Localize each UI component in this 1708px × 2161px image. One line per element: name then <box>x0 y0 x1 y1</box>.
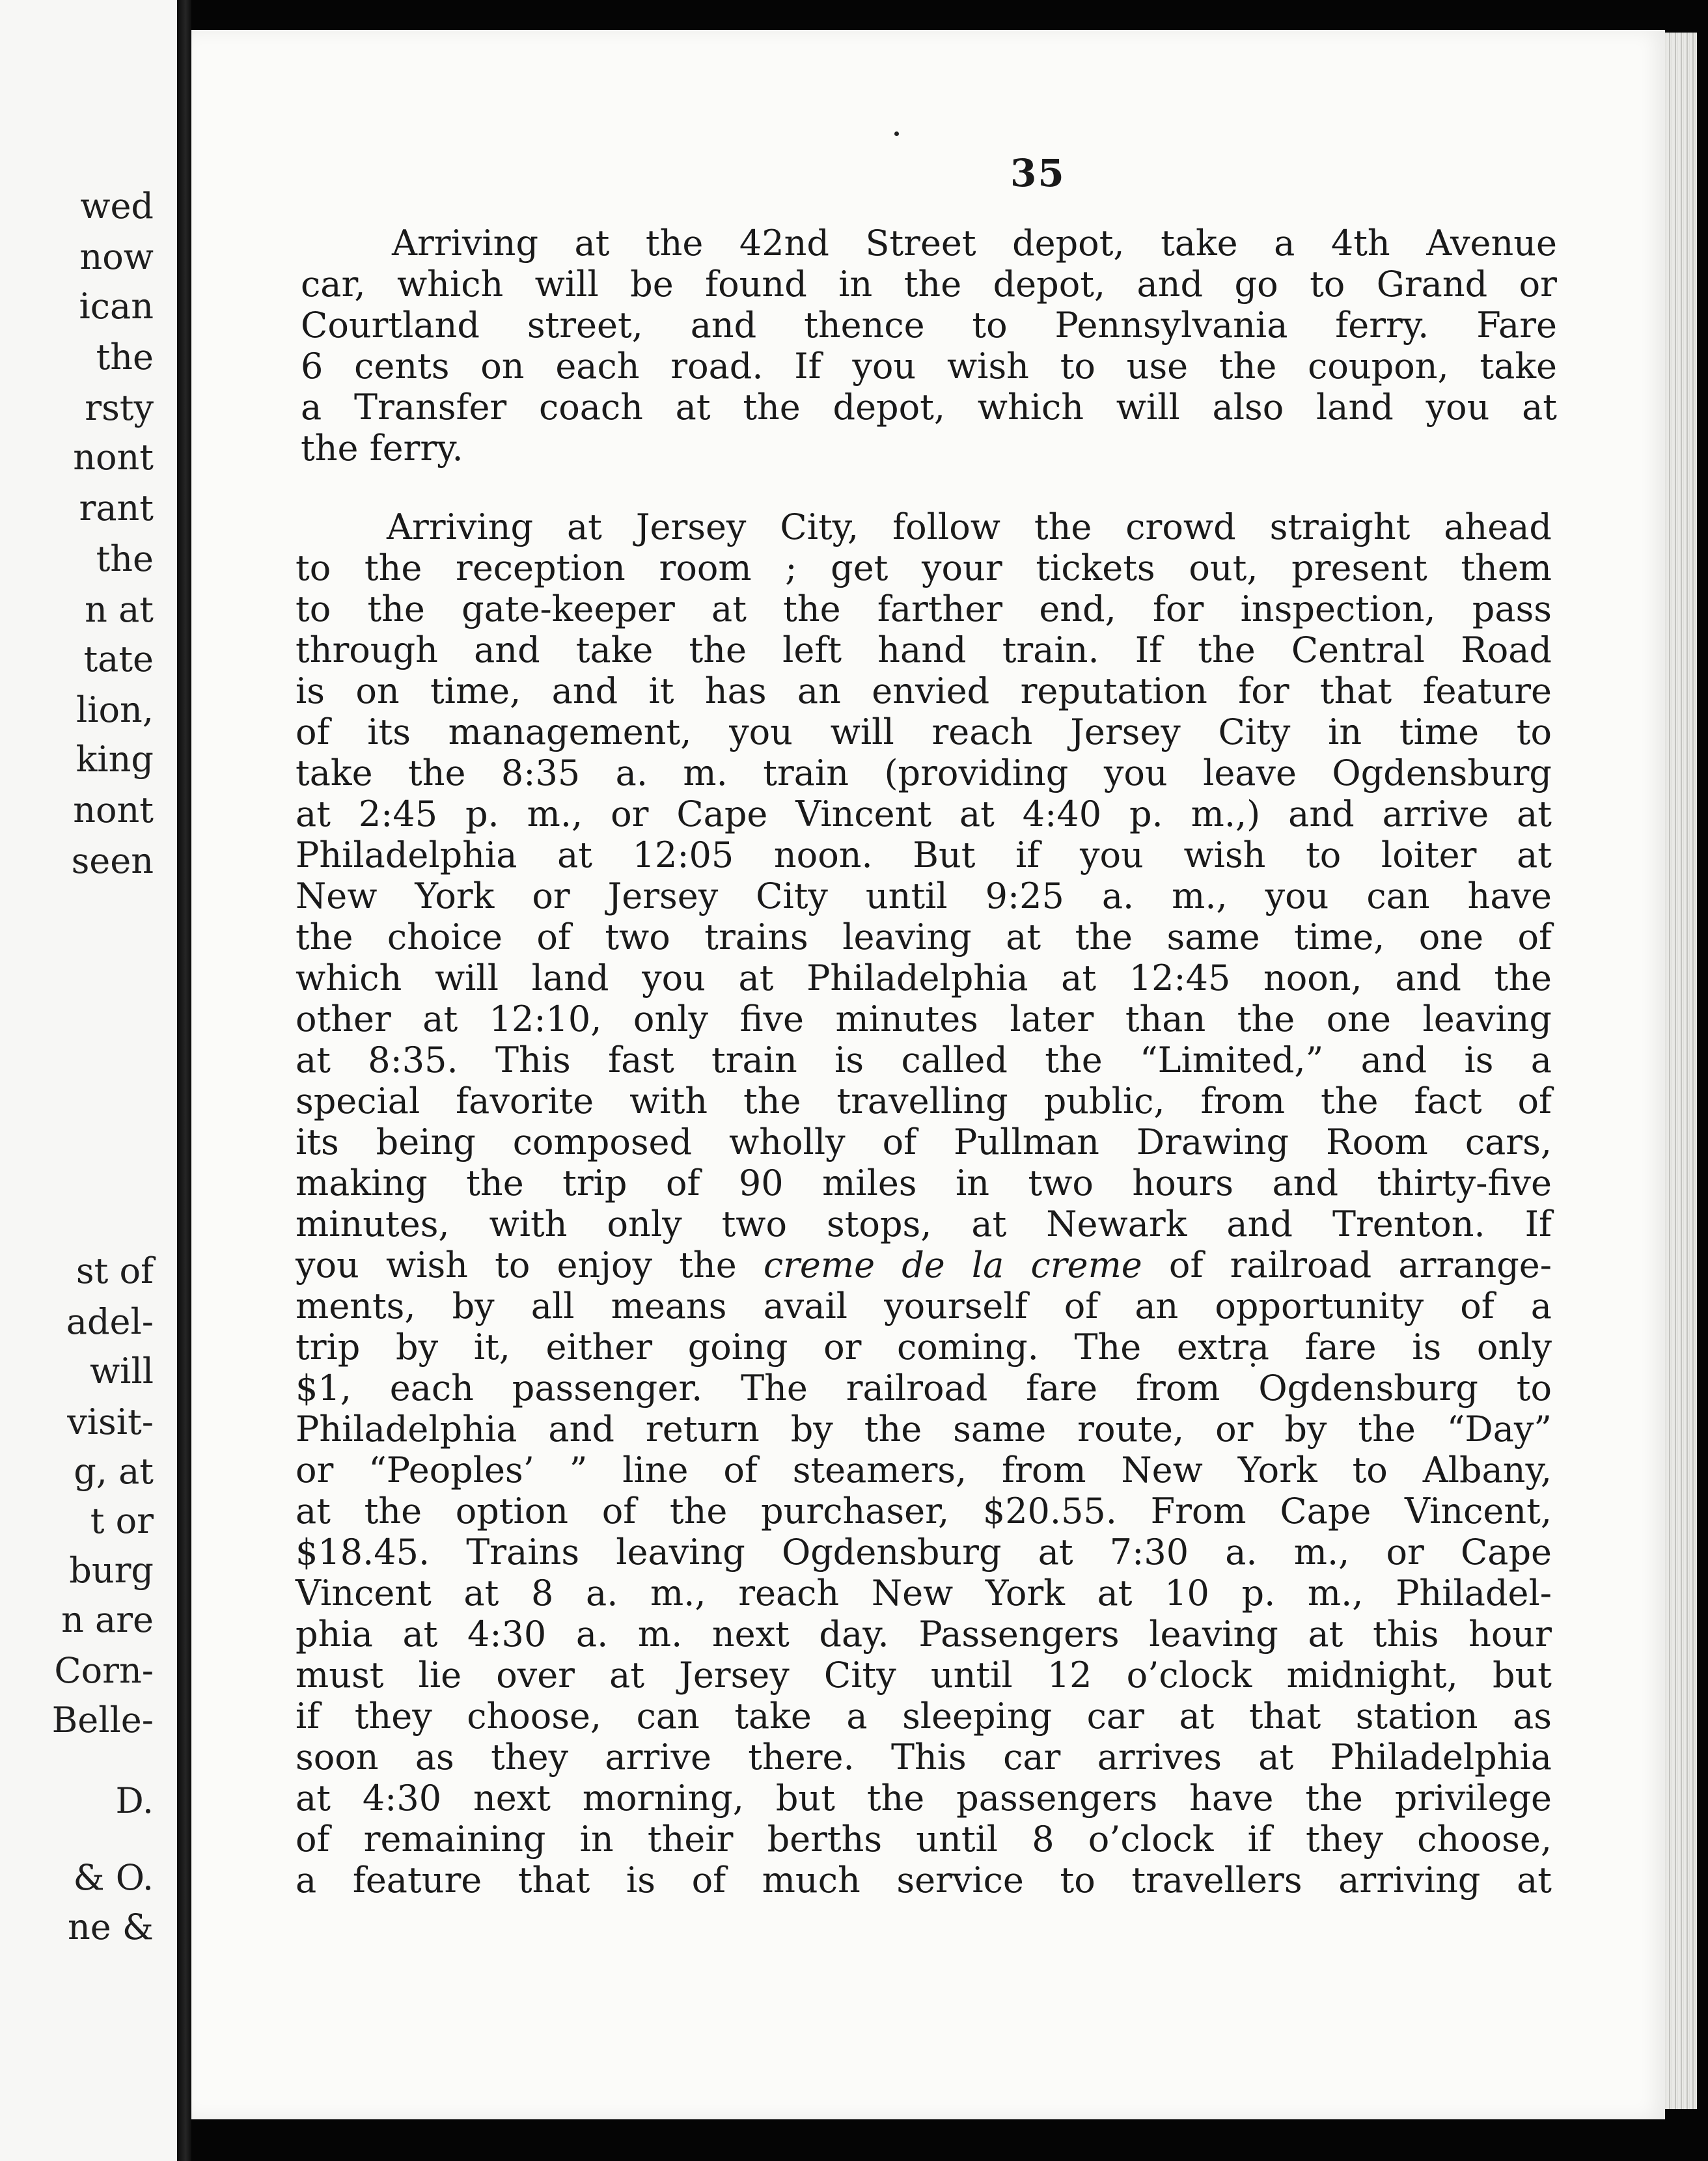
text-line: Arriving at the 42nd Street depot, take a 4th Avenue <box>392 223 1557 264</box>
text-line: ments, by all means avail yourself of an opportunity of a <box>296 1286 1552 1327</box>
left-page-line: the <box>96 337 154 378</box>
text-line: to the gate-keeper at the farther end, for inspection, pass <box>296 588 1552 629</box>
left-page-line: Belle- <box>51 1700 154 1741</box>
left-page-line: visit- <box>67 1401 154 1442</box>
left-page-line: ne & <box>68 1906 154 1948</box>
left-facing-page <box>0 0 177 2161</box>
left-page-line: g, at <box>74 1451 154 1492</box>
text-line: must lie over at Jersey City until 12 o’clock midnight, but <box>296 1655 1552 1696</box>
text-line: the choice of two trains leaving at the same time, one of <box>296 916 1552 957</box>
text-line: or “Peoples’ ” line of steamers, from New York to Albany, <box>296 1450 1552 1491</box>
text-line: take the 8:35 a. m. train (providing you leave Ogdensburg <box>296 752 1552 793</box>
left-page-line: D. <box>115 1780 154 1821</box>
text-line: $1, each passenger. The railroad fare from Ogdensburg to <box>296 1368 1552 1409</box>
text-line: making the trip of 90 miles in two hours and thirty-five <box>296 1163 1552 1204</box>
paragraph-1 <box>301 223 1557 469</box>
text-line: of remaining in their berths until 8 o’clock if they choose, <box>296 1819 1552 1860</box>
text-line: if they choose, can take a sleeping car at that station as <box>296 1696 1552 1737</box>
text-line: New York or Jersey City until 9:25 a. m., you can have <box>296 875 1552 916</box>
left-page-line: & O. <box>73 1857 154 1898</box>
text-line: $18.45. Trains leaving Ogdensburg at 7:30 a. m., or Cape <box>296 1532 1552 1573</box>
text-line: at 8:35. This fast train is called the “Limited,” and is a <box>296 1039 1552 1080</box>
text-line-italic-phrase <box>296 1245 1552 1286</box>
text-line: its being composed wholly of Pullman Drawing Room cars, <box>296 1122 1552 1163</box>
left-page-line: adel- <box>66 1301 154 1342</box>
text-line: Philadelphia at 12:05 noon. But if you wish to loiter at <box>296 834 1552 875</box>
text-line: 6 cents on each road. If you wish to use the coupon, take <box>301 346 1557 387</box>
text-line: special favorite with the travelling public, from the fact of <box>296 1080 1552 1122</box>
left-page-line: burg <box>69 1550 154 1591</box>
text-line: to the reception room ; get your tickets out, present them <box>296 547 1552 588</box>
italic-phrase: creme de la creme <box>763 1245 1142 1286</box>
left-page-line: rant <box>79 488 154 529</box>
text-line: Vincent at 8 a. m., reach New York at 10 p. m., Philadel- <box>296 1573 1552 1614</box>
text-line: which will land you at Philadelphia at 12:45 noon, and the <box>296 957 1552 998</box>
left-page-line: nont <box>73 790 154 831</box>
text-line: of its management, you will reach Jersey City in time to <box>296 711 1552 752</box>
text-line: other at 12:10, only five minutes later than the one leaving <box>296 998 1552 1039</box>
left-page-line: n at <box>85 589 154 630</box>
ink-speck <box>894 131 899 136</box>
left-page-line: t or <box>90 1500 154 1541</box>
left-page-line: the <box>96 538 154 579</box>
left-page-line: rsty <box>85 387 154 428</box>
left-page-line: lion, <box>76 689 154 730</box>
text-line: Arriving at Jersey City, follow the crowd straight ahead <box>387 506 1552 547</box>
left-page-line: n are <box>61 1599 154 1640</box>
text-line: is on time, and it has an envied reputation for that feature <box>296 670 1552 711</box>
paragraph-2 <box>296 506 1552 1901</box>
left-page-line: ican <box>79 286 154 327</box>
text-line: Courtland street, and thence to Pennsylvania ferry. Fare <box>301 305 1557 346</box>
text-line: Philadelphia and return by the same route, or by the “Day” <box>296 1409 1552 1450</box>
book-page <box>191 30 1665 2119</box>
text-line: a Transfer coach at the depot, which will also land you at <box>301 387 1557 428</box>
left-page-line: seen <box>71 840 154 881</box>
text-line: phia at 4:30 a. m. next day. Passengers leaving at this hour <box>296 1614 1552 1655</box>
text-line: a feature that is of much service to travellers arriving at <box>296 1860 1552 1901</box>
left-page-line: nont <box>73 437 154 478</box>
text-line: through and take the left hand train. If the Central Road <box>296 629 1552 670</box>
left-page-line: st of <box>76 1250 154 1291</box>
left-page-line: tate <box>83 639 154 680</box>
book-gutter <box>177 0 191 2161</box>
text-line: trip by it, either going or coming. The extra fare is only <box>296 1327 1552 1368</box>
text-line: soon as they arrive there. This car arrives at Philadelphia <box>296 1737 1552 1778</box>
text-line: at the option of the purchaser, $20.55. From Cape Vincent, <box>296 1491 1552 1532</box>
left-page-line: now <box>79 236 154 277</box>
left-page-line: will <box>89 1351 154 1392</box>
text-segment: of railroad arrange- <box>1142 1245 1552 1286</box>
left-page-line: king <box>76 739 154 780</box>
text-line: car, which will be found in the depot, and go to Grand or <box>301 264 1557 305</box>
text-line: at 2:45 p. m., or Cape Vincent at 4:40 p. m.,) and arrive at <box>296 793 1552 834</box>
text-segment: you wish to enjoy the <box>296 1245 764 1286</box>
left-page-line: wed <box>80 186 154 227</box>
page-number: 35 <box>1010 151 1066 195</box>
text-line: at 4:30 next morning, but the passengers have the privilege <box>296 1778 1552 1819</box>
text-line: minutes, with only two stops, at Newark and Trenton. If <box>296 1204 1552 1245</box>
text-line: the ferry. <box>301 428 463 469</box>
left-page-line: Corn- <box>54 1650 154 1691</box>
